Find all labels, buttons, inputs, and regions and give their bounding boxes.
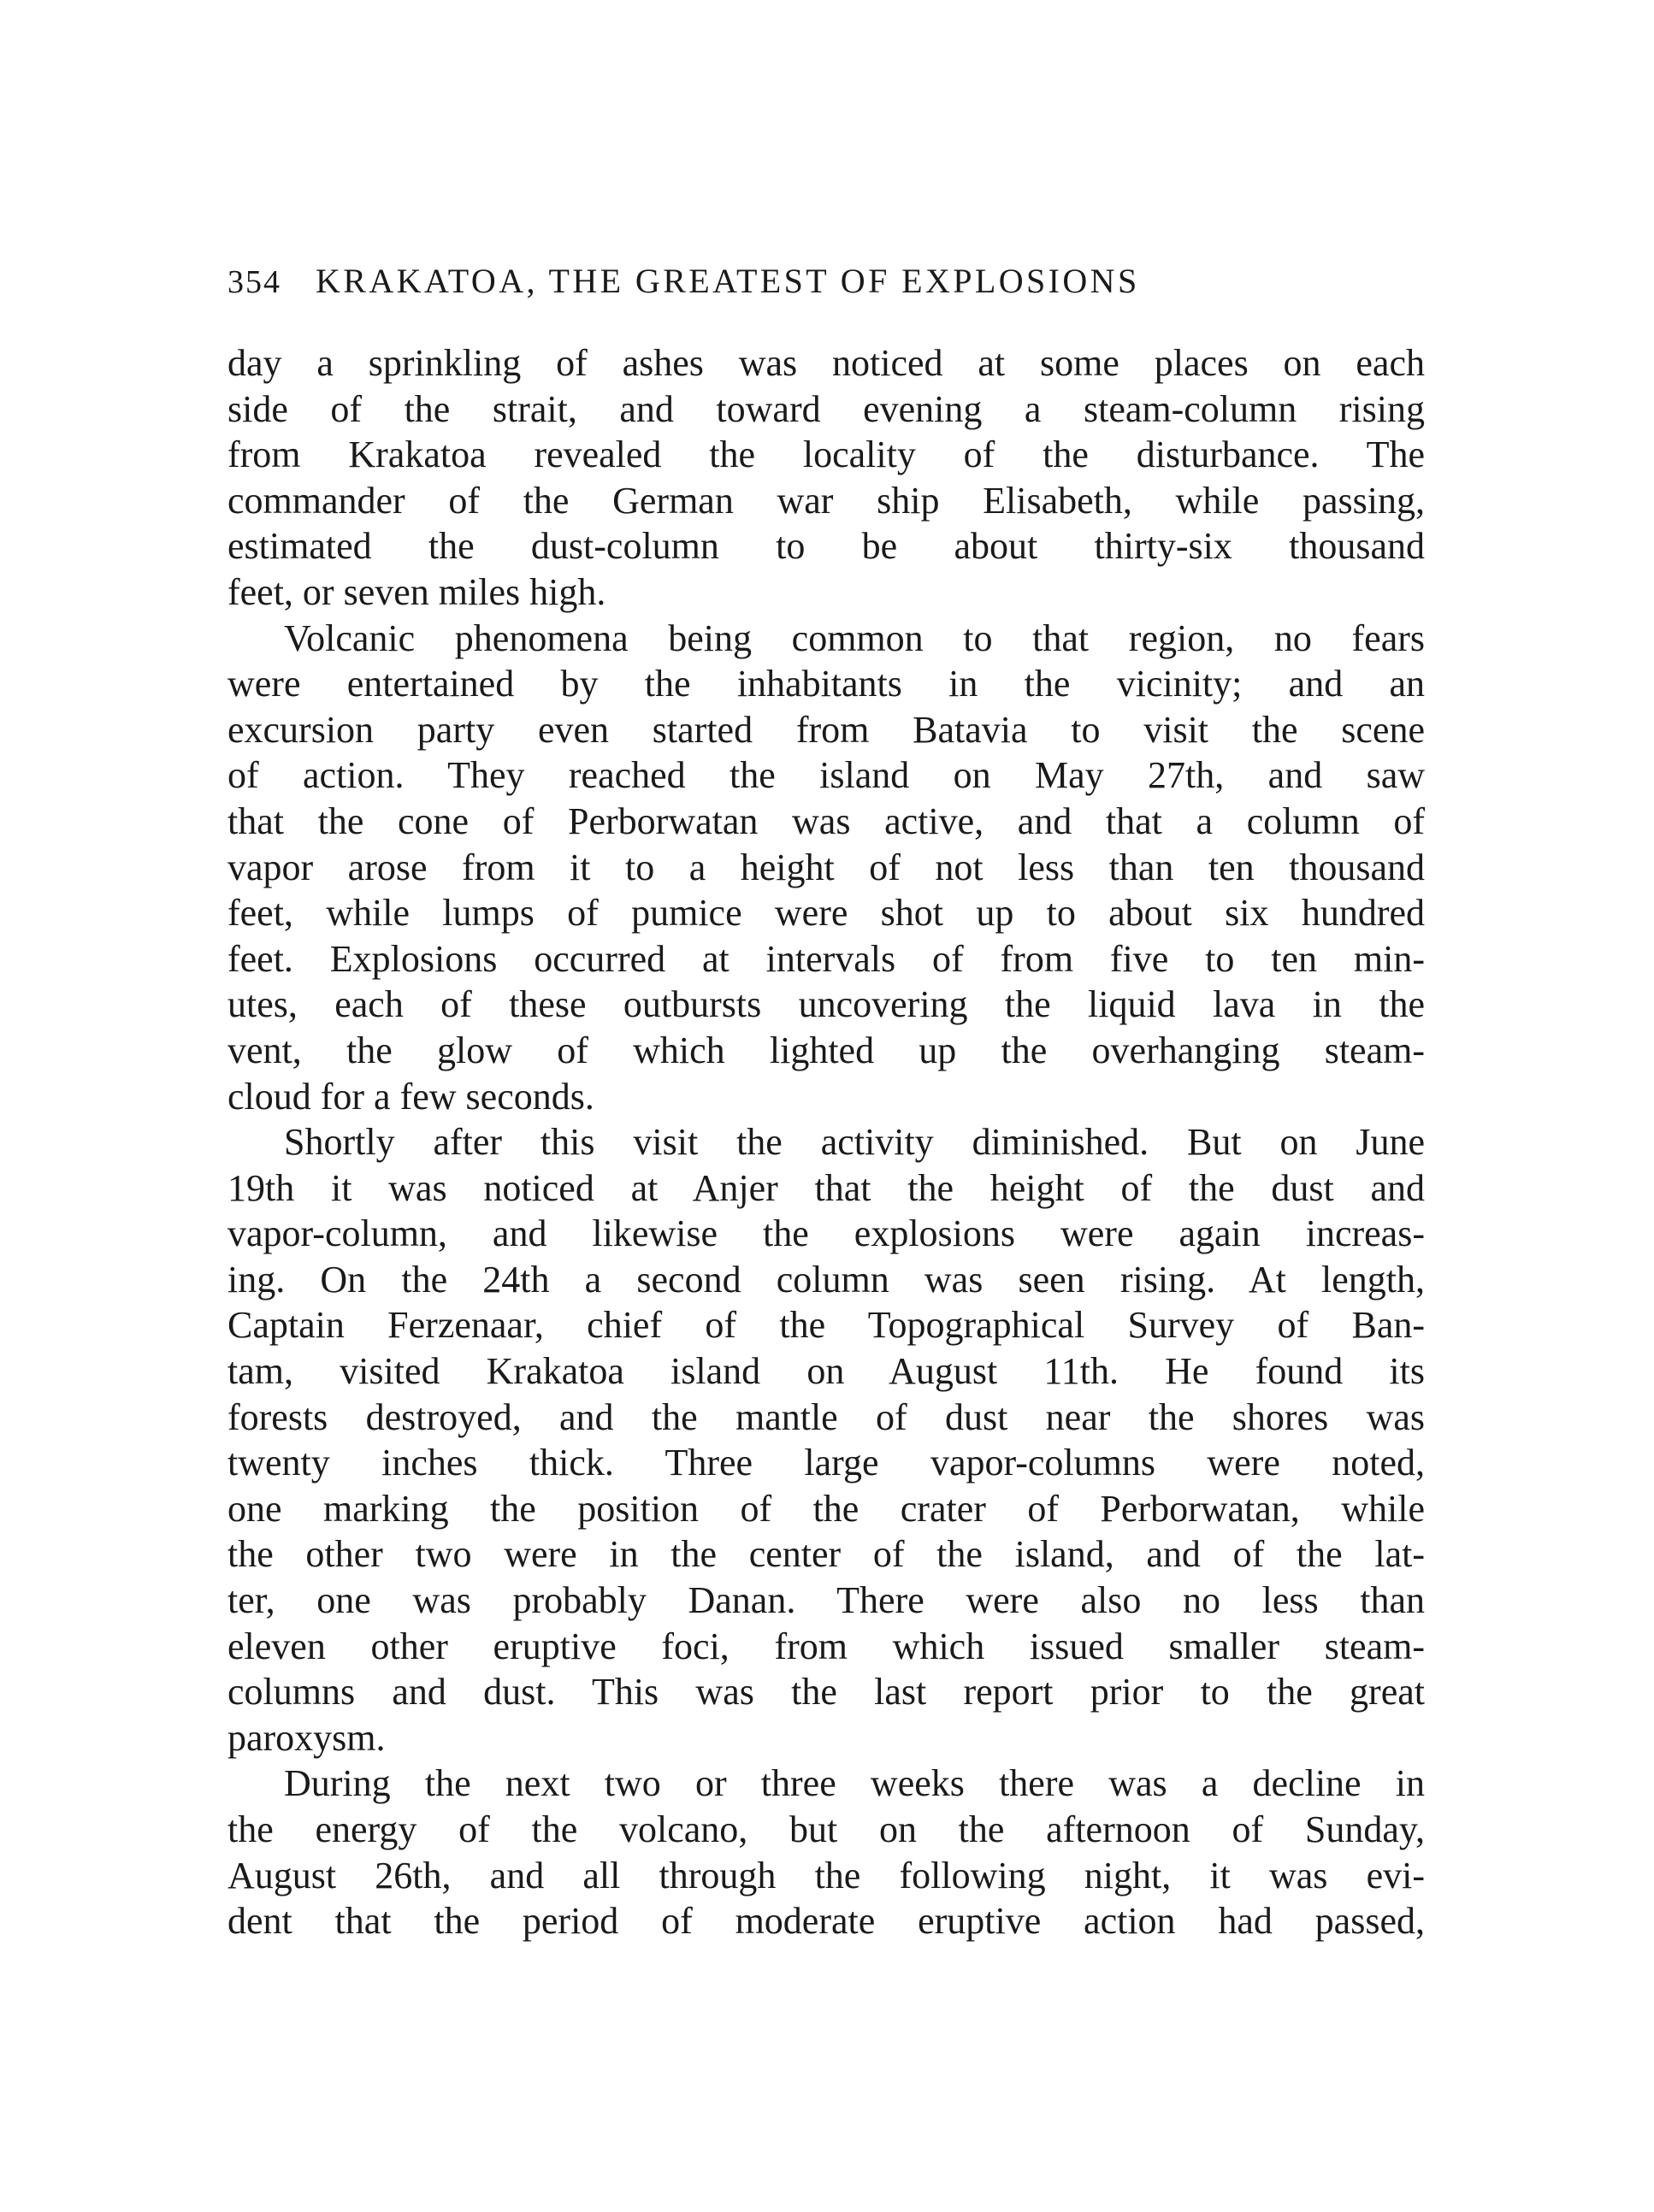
text-line: the other two were in the center of the island, and of the lat-: [227, 1533, 1425, 1576]
text-line: During the next two or three weeks there was a decline in: [284, 1762, 1425, 1805]
text-line: were entertained by the inhabitants in the vicinity; and an: [227, 663, 1425, 705]
text-line: excursion party even started from Batavia to visit the scene: [227, 708, 1425, 751]
text-line: ter, one was probably Danan. There were also no less than: [227, 1579, 1425, 1622]
text-line: 19th it was noticed at Anjer that the height of the dust and: [227, 1166, 1425, 1209]
text-line: tam, visited Krakatoa island on August 11th. He found its: [227, 1350, 1425, 1393]
text-line: eleven other eruptive foci, from which issued smaller steam-: [227, 1625, 1425, 1667]
text-line: dent that the period of moderate eruptive action had passed,: [227, 1900, 1425, 1943]
text-line: cloud for a few seconds.: [227, 1075, 594, 1118]
text-line: Volcanic phenomena being common to that region, no fears: [284, 616, 1425, 659]
text-line: Captain Ferzenaar, chief of the Topographical Survey of Ban-: [227, 1304, 1425, 1347]
text-line: one marking the position of the crater of Perborwatan, while: [227, 1487, 1425, 1530]
running-title: KRAKATOA, THE GREATEST OF EXPLOSIONS: [316, 262, 1140, 300]
text-line: forests destroyed, and the mantle of dust near the shores was: [227, 1395, 1425, 1438]
text-line: that the cone of Perborwatan was active, and that a column of: [227, 799, 1425, 842]
text-line: vapor arose from it to a height of not less than ten thousand: [227, 846, 1425, 888]
text-line: commander of the German war ship Elisabeth, while passing,: [227, 479, 1425, 522]
text-line: feet, or seven miles high.: [227, 570, 606, 613]
paragraph: [227, 1119, 1425, 1761]
text-line: day a sprinkling of ashes was noticed at some places on each: [227, 342, 1425, 384]
text-line: of action. They reached the island on May 27th, and saw: [227, 754, 1425, 797]
text-line: feet, while lumps of pumice were shot up to about six hundred: [227, 892, 1425, 935]
text-line: the energy of the volcano, but on the afternoon of Sunday,: [227, 1808, 1425, 1850]
text-line: vapor-column, and likewise the explosions were again increas-: [227, 1212, 1425, 1255]
text-line: utes, each of these outbursts uncovering the liquid lava in the: [227, 983, 1425, 1026]
text-line: paroxysm.: [227, 1716, 386, 1759]
text-line: Shortly after this visit the activity diminished. But on June: [284, 1121, 1425, 1164]
text-line: from Krakatoa revealed the locality of the disturbance. The: [227, 434, 1425, 476]
text-line: side of the strait, and toward evening a steam-column rising: [227, 387, 1425, 430]
text-line: vent, the glow of which lighted up the overhanging steam-: [227, 1029, 1425, 1071]
text-line: feet. Explosions occurred at intervals of from five to ten min-: [227, 937, 1425, 980]
running-header: [227, 261, 1331, 301]
text-line: estimated the dust-column to be about thirty-six thousand: [227, 525, 1425, 568]
text-line: August 26th, and all through the following night, it was evi-: [227, 1854, 1425, 1896]
body-text: [227, 340, 1425, 1944]
paragraph: [227, 1761, 1425, 1944]
text-line: columns and dust. This was the last report prior to the great: [227, 1671, 1425, 1714]
text-line: twenty inches thick. Three large vapor-columns were noted,: [227, 1442, 1425, 1484]
page-number: 354: [227, 264, 281, 300]
paragraph: [227, 616, 1425, 1120]
paragraph: [227, 340, 1425, 616]
text-line: ing. On the 24th a second column was seen rising. At length,: [227, 1258, 1425, 1301]
